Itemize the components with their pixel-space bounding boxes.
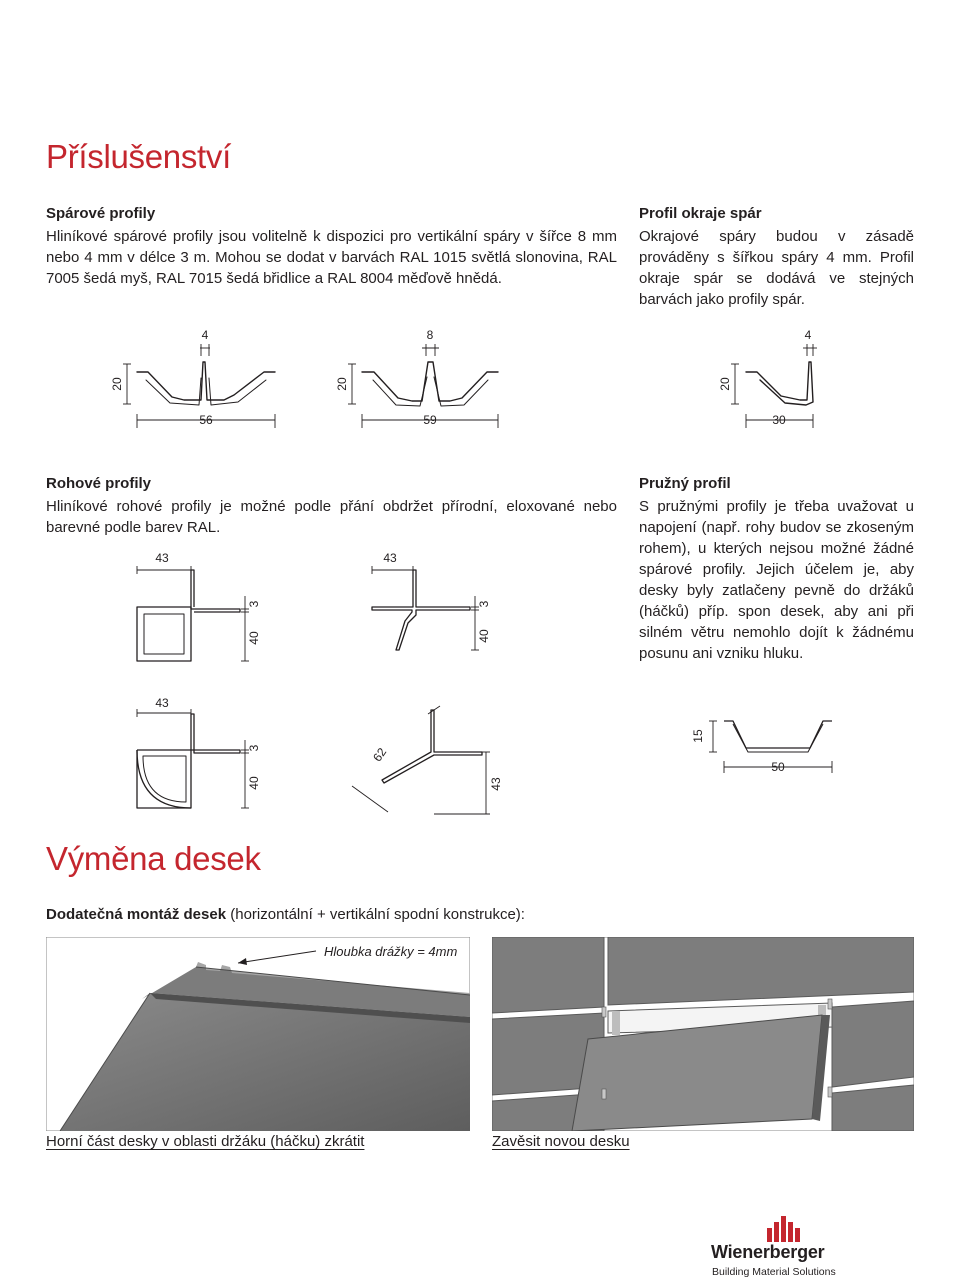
corner-3-width-dim: 43 [155,696,169,710]
caption-hang: Zavěsit novou desku [492,1133,630,1150]
profil-okraje-heading: Profil okraje spár [639,205,762,222]
pruzny-profil-text: S pružnými profily je třeba uvažovat u napojení (např. rohy budov se zkoseným rohem), u kterých nejsou možné žádné spárové profily. Jejich účelem je, aby desky byly zatlačeny pevně do držáků (háčků) příp. spon desek, aby ani při silném větru nemohlo dojít k žádnému posunu ani vzniku hluku. [639,498,914,662]
profile-3-shape [746,362,813,405]
vymena-subtitle [46,906,525,923]
panel-cut-illustration [46,937,470,1131]
spring-width-dim: 50 [771,760,785,774]
profile-1-width-dim: 56 [199,413,213,427]
profile-3-height-dim: 20 [718,377,732,391]
profile-2-height-dim: 20 [335,377,349,391]
profile-1-height-dim: 20 [110,377,124,391]
profile-2-width-dim: 59 [423,413,437,427]
vymena-subtitle-rest: (horizontální + vertikální spodní konstrukce): [226,906,525,923]
section-title-prislusenstvi: Příslušenství [46,138,231,175]
sparove-profily-block [46,205,617,289]
corner-3-thickness-dim: 3 [247,744,261,752]
profile-2-top-dim: 8 [426,328,434,342]
caption-cut: Horní část desky v oblasti držáku (háčku) zkrátit [46,1133,365,1150]
pruzny-profil-heading: Pružný profil [639,475,731,492]
corner-1-shape [137,570,240,661]
joint-profiles-drawing [0,320,960,440]
profile-3-width-dim: 30 [772,413,786,427]
corner-profiles-drawing [0,540,960,830]
profil-okraje-block [639,205,914,310]
corner-4-depth-dim: 43 [489,777,503,791]
brand-name: Wienerberger [711,1242,825,1262]
corner-2-depth-dim: 40 [477,629,491,643]
corner-4-diag-dim: 62 [370,745,390,765]
spring-height-dim: 15 [691,729,705,743]
corner-2-width-dim: 43 [383,551,397,565]
profil-okraje-text: Okrajové spáry budou v zásadě prováděny s šířkou spáry 4 mm. Profil okraje spár se dodává ve stejných barvách jako profily spár. [639,228,914,308]
profile-3-top-dim: 4 [804,328,812,342]
corner-3-shape [137,714,240,808]
rohove-profily-heading: Rohové profily [46,475,152,492]
profile-1-top-dim: 4 [201,328,209,342]
vymena-subtitle-bold: Dodatečná montáž desek [46,906,227,923]
sparove-profily-text: Hliníkové spárové profily jsou volitelně k dispozici pro vertikální spáry v šířce 8 mm nebo 4 mm v délce 3 m. Mohou se dodat v barvách RAL 1015 světlá slonovina, RAL 7005 šedá myš, RAL 7015 šedá břidlice a RAL 8004 měďově hnědá. [46,228,617,287]
brand-mark-icon [763,1212,803,1244]
rohove-profily-block [46,475,617,538]
profile-1-shape [137,362,275,400]
brand-tagline: Building Material Solutions [712,1266,836,1278]
rohove-profily-text: Hliníkové rohové profily je možné podle přání obdržet přírodní, eloxované nebo barevné podle barev RAL. [46,498,617,536]
profile-2-shape [362,362,498,401]
panel-hang-illustration [492,937,914,1131]
corner-4-shape [382,710,482,783]
corner-1-thickness-dim: 3 [247,600,261,608]
corner-1-depth-dim: 40 [247,631,261,645]
corner-2-shape [372,570,470,650]
corner-3-depth-dim: 40 [247,776,261,790]
sparove-profily-heading: Spárové profily [46,205,156,222]
spring-profile-shape [724,721,832,752]
section-title-vymena: Výměna desek [46,840,261,877]
corner-2-thickness-dim: 3 [477,600,491,608]
groove-depth-annotation: Hloubka drážky = 4mm [324,944,458,959]
corner-1-width-dim: 43 [155,551,169,565]
